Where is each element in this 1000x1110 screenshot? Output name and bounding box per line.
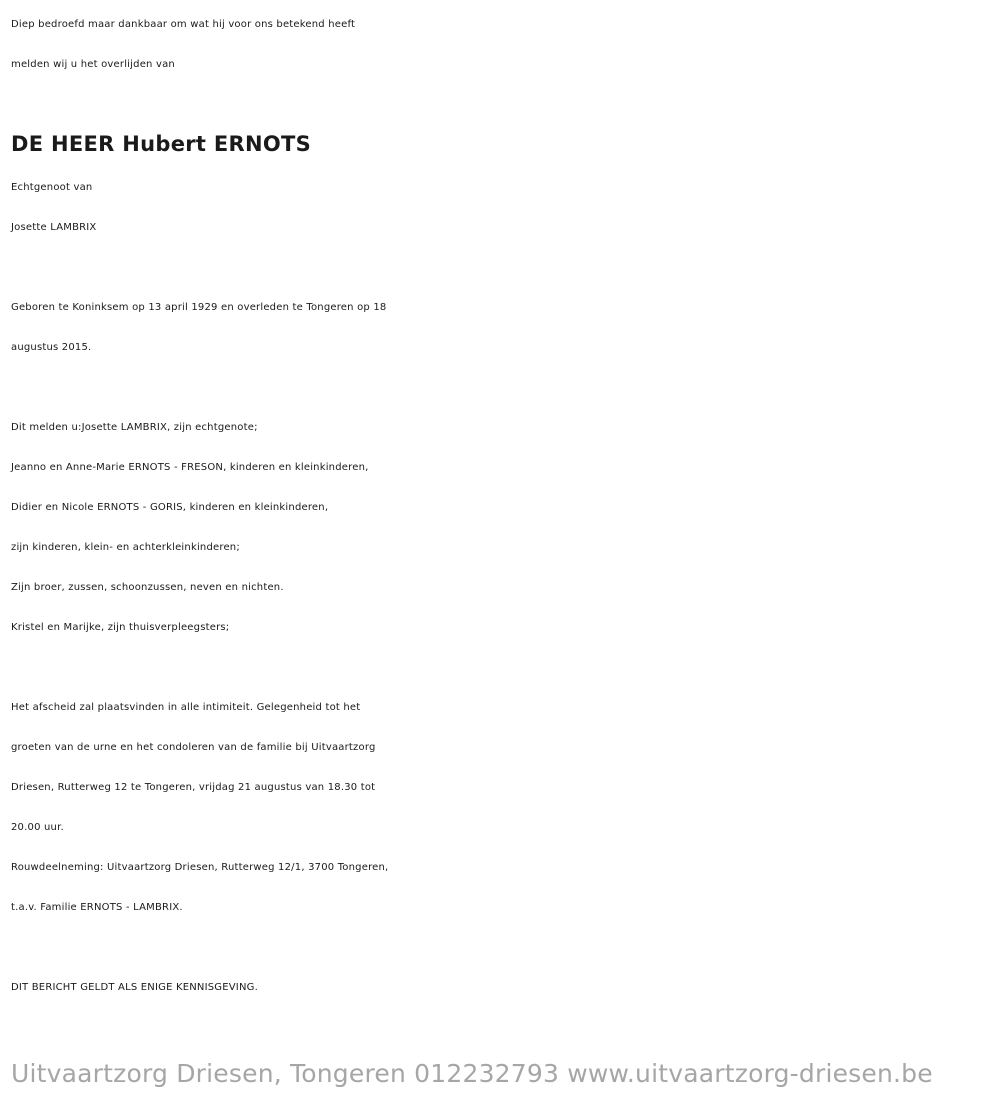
intro-line-2: melden wij u het overlijden van xyxy=(11,59,175,70)
spacer xyxy=(11,928,991,968)
intro-line-1: Diep bedroefd maar dankbaar om wat hij voor ons betekend heeft xyxy=(11,19,356,30)
family-line: Zijn broer, zussen, schoonzussen, neven en nichten. xyxy=(11,582,284,593)
farewell-line: Rouwdeelneming: Uitvaartzorg Driesen, Rutterweg 12/1, 3700 Tongeren, xyxy=(11,862,389,873)
spacer xyxy=(11,368,991,408)
farewell-block xyxy=(11,688,991,928)
farewell-line: Driesen, Rutterweg 12 te Tongeren, vrijdag 21 augustus van 18.30 tot xyxy=(11,782,376,793)
farewell-line: Het afscheid zal plaatsvinden in alle intimiteit. Gelegenheid tot het xyxy=(11,702,361,713)
family-line: Didier en Nicole ERNOTS - GORIS, kinderen en kleinkinderen, xyxy=(11,502,329,513)
farewell-line: t.a.v. Familie ERNOTS - LAMBRIX. xyxy=(11,902,183,913)
spouse-line-2: Josette LAMBRIX xyxy=(11,222,97,233)
family-block xyxy=(11,408,991,648)
spouse-line-1: Echtgenoot van xyxy=(11,182,93,193)
birth-death-line-2: augustus 2015. xyxy=(11,342,92,353)
farewell-line: 20.00 uur. xyxy=(11,822,64,833)
family-line: Dit melden u:Josette LAMBRIX, zijn echtgenote; xyxy=(11,422,258,433)
intro-text xyxy=(11,5,991,85)
death-notice xyxy=(11,0,991,1008)
spouse-block xyxy=(11,168,991,248)
family-line: zijn kinderen, klein- en achterkleinkinderen; xyxy=(11,542,240,553)
farewell-line: groeten van de urne en het condoleren van de familie bij Uitvaartzorg xyxy=(11,742,376,753)
spacer xyxy=(11,248,991,288)
closing-statement: DIT BERICHT GELDT ALS ENIGE KENNISGEVING. xyxy=(11,982,258,993)
spacer xyxy=(11,648,991,688)
funeral-home-footer: Uitvaartzorg Driesen, Tongeren 012232793 www.uitvaartzorg-driesen.be xyxy=(11,1059,933,1088)
birth-death-line-1: Geboren te Koninksem op 13 april 1929 en overleden te Tongeren op 18 xyxy=(11,302,387,313)
family-line: Jeanno en Anne-Marie ERNOTS - FRESON, kinderen en kleinkinderen, xyxy=(11,462,369,473)
birth-death-block xyxy=(11,288,991,368)
deceased-name: DE HEER Hubert ERNOTS xyxy=(11,132,312,156)
family-line: Kristel en Marijke, zijn thuisverpleegsters; xyxy=(11,622,230,633)
